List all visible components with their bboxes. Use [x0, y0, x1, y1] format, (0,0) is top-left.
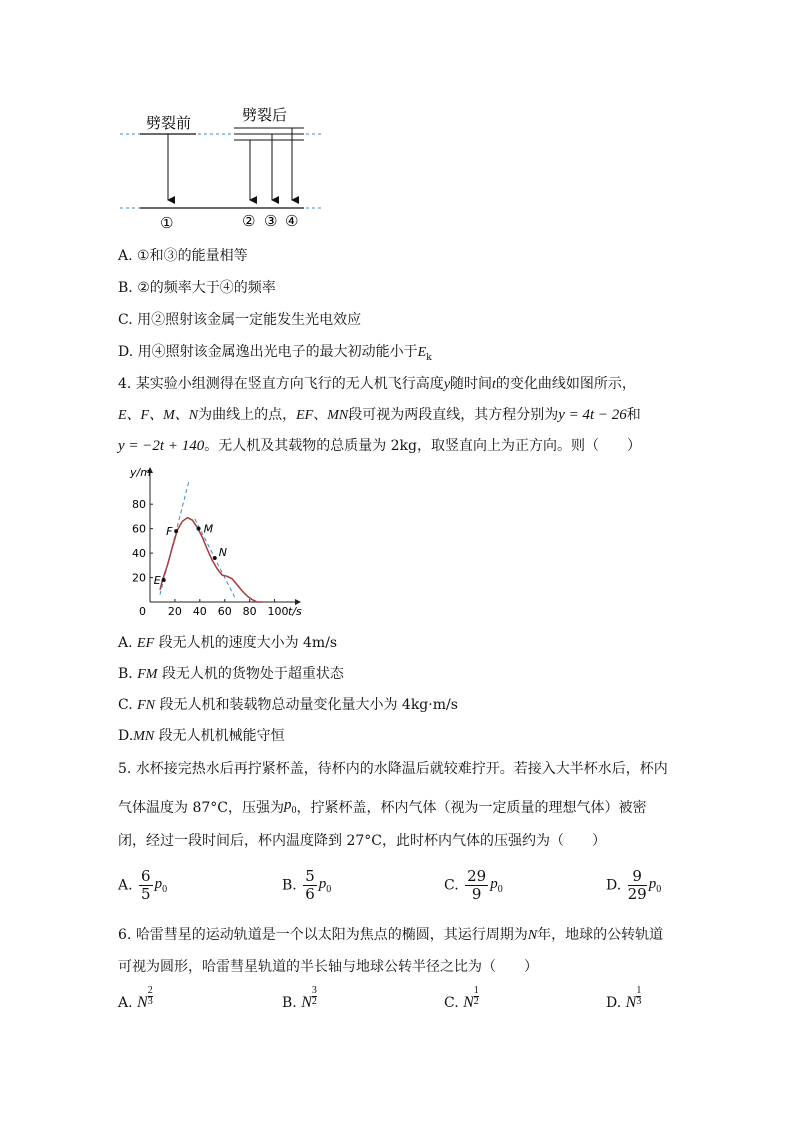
x-tick-label: 60 — [217, 605, 232, 618]
point-m — [197, 527, 201, 531]
point-label-e: E — [153, 574, 161, 587]
mark-1: ① — [160, 214, 174, 232]
q5-option-c: C. $\frac{29}{9}$ $p_0$ — [444, 867, 503, 903]
q6-option-b: B. N $^{\frac{3}{2}}$ — [282, 985, 317, 1011]
point-label-f: F — [166, 525, 173, 539]
point-n — [213, 556, 217, 560]
q4-line-2: E、F、M、N为曲线上的点，EF、MN段可视为两段直线，其方程分别为y = 4t − 26和 — [118, 407, 641, 423]
q5-option-a: A. $\frac{6}{5}$ $p_0$ — [118, 867, 168, 903]
height-time-chart — [118, 464, 303, 619]
energy-level-diagram — [118, 100, 338, 235]
q3-option-c: C. 用②照射该金属一定能发生光电效应 — [118, 312, 362, 328]
q4-option-c: C. FN 段无人机和装载物总动量变化量大小为 4kg·m/s — [118, 697, 458, 713]
point-label-m: M — [203, 522, 214, 536]
y-tick-label: 80 — [132, 498, 146, 512]
y-tick-label: 60 — [132, 522, 146, 536]
q5-line-3: 闭，经过一段时间后，杯内温度降到 27°C，此时杯内气体的压强约为（ ） — [118, 833, 606, 849]
q3-option-b: B. ②的频率大于④的频率 — [118, 280, 276, 296]
x-axis-label: t/s — [288, 605, 302, 618]
q4-option-d: D.MN 段无人机机械能守恒 — [118, 728, 285, 744]
q4-line-1: 4. 某实验小组测得在竖直方向飞行的无人机飞行高度y随时间t的变化曲线如图所示， — [118, 376, 636, 392]
y-tick-label: 20 — [132, 571, 146, 585]
q4-option-a: A. EF 段无人机的速度大小为 4m/s — [118, 635, 338, 651]
x-tick-label: 100 — [267, 605, 289, 618]
q4-option-b: B. FM 段无人机的货物处于超重状态 — [118, 666, 344, 682]
q3-option-d: D. 用④照射该金属逸出光电子的最大初动能小于$E_k$ — [118, 344, 432, 363]
point-label-n: N — [218, 546, 227, 559]
point-f — [174, 529, 178, 533]
q6-option-d: D. N $^{\frac{1}{3}}$ — [606, 985, 642, 1011]
q6-line-1: 6. 哈雷彗星的运动轨道是一个以太阳为焦点的椭圆，其运行周期为N年，地球的公转轨道 — [118, 927, 664, 943]
mark-4: ④ — [285, 212, 299, 230]
y-tick-label: 40 — [132, 547, 146, 561]
mark-3: ③ — [264, 212, 278, 230]
x-tick-label: 0 — [139, 605, 146, 618]
x-tick-label: 80 — [242, 605, 257, 618]
q5-line-1: 5. 水杯接完热水后再拧紧杯盖，待杯内的水降温后就较难拧开。若接入大半杯水后，杯内 — [118, 761, 668, 777]
q5-option-b: B. $\frac{5}{6}$ $p_0$ — [282, 867, 332, 903]
q6-line-2: 可视为圆形，哈雷彗星轨道的半长轴与地球公转半径之比为（ ） — [118, 959, 538, 975]
q5-line-2: 气体温度为 87°C，压强为$p_0$，拧紧杯盖，杯内气体（视为一定质量的理想气体）被密 — [118, 797, 647, 816]
label-after: 劈裂后 — [242, 106, 288, 124]
q4-line-3: y = −2t + 140。无人机及其载物的总质量为 2kg，取竖直向上为正方向。则（ ） — [118, 438, 642, 454]
mark-2: ② — [242, 212, 256, 230]
label-before: 劈裂前 — [146, 114, 192, 132]
q6-option-c: C. N $^{\frac{1}{2}}$ — [444, 985, 479, 1011]
point-e — [162, 578, 166, 582]
x-tick-label: 20 — [167, 605, 182, 618]
q3-option-a: A. ①和③的能量相等 — [118, 248, 248, 264]
y-axis-label: y/m — [130, 466, 151, 479]
q6-option-a: A. N $^{\frac{2}{3}}$ — [118, 985, 153, 1011]
x-tick-label: 40 — [192, 605, 207, 618]
q5-option-d: D. $\frac{9}{29}$ $p_0$ — [606, 867, 662, 903]
